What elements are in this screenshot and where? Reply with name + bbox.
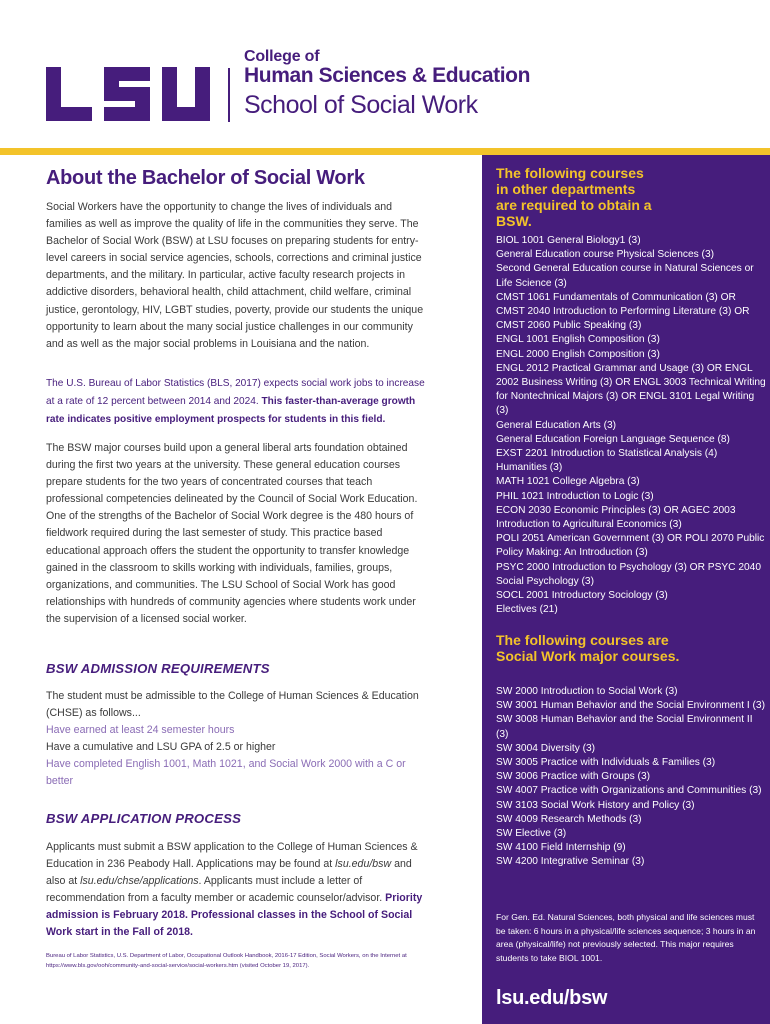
bsw-link[interactable]: lsu.edu/bsw [335,858,392,871]
major-course-item: SW 3006 Practice with Groups (3) [496,771,651,783]
sidebar-panel [482,155,770,1024]
course-list-item: ENGL 2012 Practical Grammar and Usage (3) OR ENGL 2002 Business Writing (3) OR ENGL 3003 Technical Writing for Nontechnical Majors (3) OR ENGL 3101 Legal Writing (3) [496,362,766,417]
course-list-item: Humanities (3) [496,462,563,474]
admission-requirements [46,688,430,791]
major-course-item: SW 3103 Social Work History and Policy (3) [496,799,695,811]
major-course-item: SW 4100 Field Internship (9) [496,842,626,854]
bls-bold-text: This faster-than-average growth rate indicates positive employment prospects for students in this field. [46,396,416,425]
course-list-item: BIOL 1001 General Biology1 (3) [496,235,641,246]
requirement-hours: Have earned at least 24 semester hours [46,724,235,737]
college-name: Human Sciences & Education [244,64,531,87]
admission-lead: The student must be admissible to the College of Human Sciences & Education (CHSE) as follows... [46,690,419,720]
admission-heading: BSW ADMISSION REQUIREMENTS [46,661,270,676]
course-list-item: CMST 1061 Fundamentals of Communication (3) OR CMST 2040 Introduction to Performing Literature (3) OR CMST 2060 Public Speaking (3) [496,291,750,332]
other-courses-list [496,234,766,617]
major-paragraph: The BSW major courses build upon a general liberal arts foundation obtained during the first two years at the university. These general education courses prepare students for the two years of concentrated courses that teach professional competencies delineated by the Council of Social Work Education. One of the strengths of the Bachelor of Social Work degree is the 480 hours of fieldwork required during the last semester of study. This practice based educational approach offers the student the opportunity to transfer knowledge gained in the classroom to skills working with individuals, families, groups, organizations, and communities. The LSU School of Social Work has good relationships with hundreds of community agencies where students work under the supervision of a licensed social worker. [46,442,418,625]
major-course-item: SW 3008 Human Behavior and the Social Environment II (3) [496,714,753,740]
footer-url-link[interactable]: lsu.edu/bsw [496,987,608,1009]
major-course-item: SW 3001 Human Behavior and the Social Environment I (3) [496,700,765,712]
course-list-item: EXST 2201 Introduction to Statistical Analysis (4) [496,448,718,460]
footnote: Bureau of Labor Statistics, U.S. Department of Labor, Occupational Outlook Handbook, 2016-17 Edition, Social Workers, on the Internet at https://www.bls.gov/ooh/community-and-social-service/social-workers.htm (visited October 19, 2017). [46,953,407,969]
course-list-item: ECON 2030 Economic Principles (3) OR AGEC 2003 Introduction to Agricultural Economics (3) [496,504,736,531]
course-list-item: Second General Education course in Natural Sciences or Life Science (3) [496,263,754,289]
header-divider [228,68,230,122]
other-courses-heading: The following courses in other departments are required to obtain a BSW. [496,165,652,229]
page-title: About the Bachelor of Social Work [46,167,365,189]
application-heading: BSW APPLICATION PROCESS [46,811,242,826]
application-paragraph [46,839,430,942]
major-course-item: SW Elective (3) [496,828,567,840]
course-list-item: PSYC 2000 Introduction to Psychology (3) OR PSYC 2040 Social Psychology (3) [496,561,762,587]
chse-applications-link[interactable]: lsu.edu/chse/applications [80,875,199,888]
priority-admission-text: Priority admission is February 2018. Professional classes in the School of Social Work start in the Fall of 2018. [46,892,423,939]
major-courses-heading: The following courses are Social Work major courses. [496,632,680,664]
major-courses-list [496,685,766,870]
school-name: School of Social Work [244,91,478,119]
major-course-item: SW 2000 Introduction to Social Work (3) [496,686,678,697]
major-course-item: SW 3004 Diversity (3) [496,742,596,754]
major-course-item: SW 4200 Integrative Seminar (3) [496,856,645,868]
course-list-item: Electives (21) [496,604,558,616]
course-list-item: PHIL 1021 Introduction to Logic (3) [496,490,654,502]
natural-sciences-note: For Gen. Ed. Natural Sciences, both physical and life sciences must be taken: 6 hours in a physical/life sciences sequence; 3 hours in an area (physical/life) not previously selected. This major requires students to take BIOL 1001. [496,912,756,963]
course-list-item: MATH 1021 College Algebra (3) [496,476,640,488]
application-text-3: . Applicants must include a letter of recommendation from a faculty member or academic counselor/advisor. [46,875,386,905]
requirement-gpa: Have a cumulative and LSU GPA of 2.5 or higher [46,741,276,754]
course-list-item: General Education course Physical Sciences (3) [496,249,715,261]
bls-text: The U.S. Bureau of Labor Statistics (BLS, 2017) expects social work jobs to increase at a rate of 12 percent between 2014 and 2024. [46,378,425,407]
major-course-item: SW 3005 Practice with Individuals & Families (3) [496,757,716,769]
bls-paragraph [46,375,430,429]
college-prefix: College of [244,48,320,65]
application-text-1: Applicants must submit a BSW application to the College of Human Sciences & Education in 236 Peabody Hall. Applications may be found at [46,841,418,871]
course-list-item: ENGL 1001 English Composition (3) [496,334,660,346]
requirement-courses: Have completed English 1001, Math 1021, and Social Work 2000 with a C or better [46,758,406,788]
course-list-item: General Education Arts (3) [496,419,617,431]
course-list-item: ENGL 2000 English Composition (3) [496,348,660,360]
page-header [0,0,770,150]
intro-paragraph: Social Workers have the opportunity to change the lives of individuals and families as well as improve the quality of life in the communities they serve. The Bachelor of Social Work (BSW) at LSU focuses on preparing students for entry-level careers in social service agencies, schools, corrections and criminal justice departments, and the military. In particular, active faculty research projects in addictive disorders, behavioral health, child attachment, child welfare, criminal justice, gerontology, HIV, LGBT studies, poverty, provide our students the unique opportunity to learn about the many social justice challenges in our community and as well as the major social problems in Louisiana and the nation. [46,201,424,350]
course-list-item: General Education Foreign Language Sequence (8) [496,433,730,445]
gold-divider-bar [0,148,770,155]
major-course-item: SW 4007 Practice with Organizations and Communities (3) [496,785,762,797]
course-list-item: POLI 2051 American Government (3) OR POLI 2070 Public Policy Making: An Introduction (3) [496,533,765,559]
application-text-2: and also at [46,858,412,888]
lsu-logo [46,67,210,121]
course-list-item: SOCL 2001 Introductory Sociology (3) [496,590,668,602]
major-course-item: SW 4009 Research Methods (3) [496,813,642,825]
